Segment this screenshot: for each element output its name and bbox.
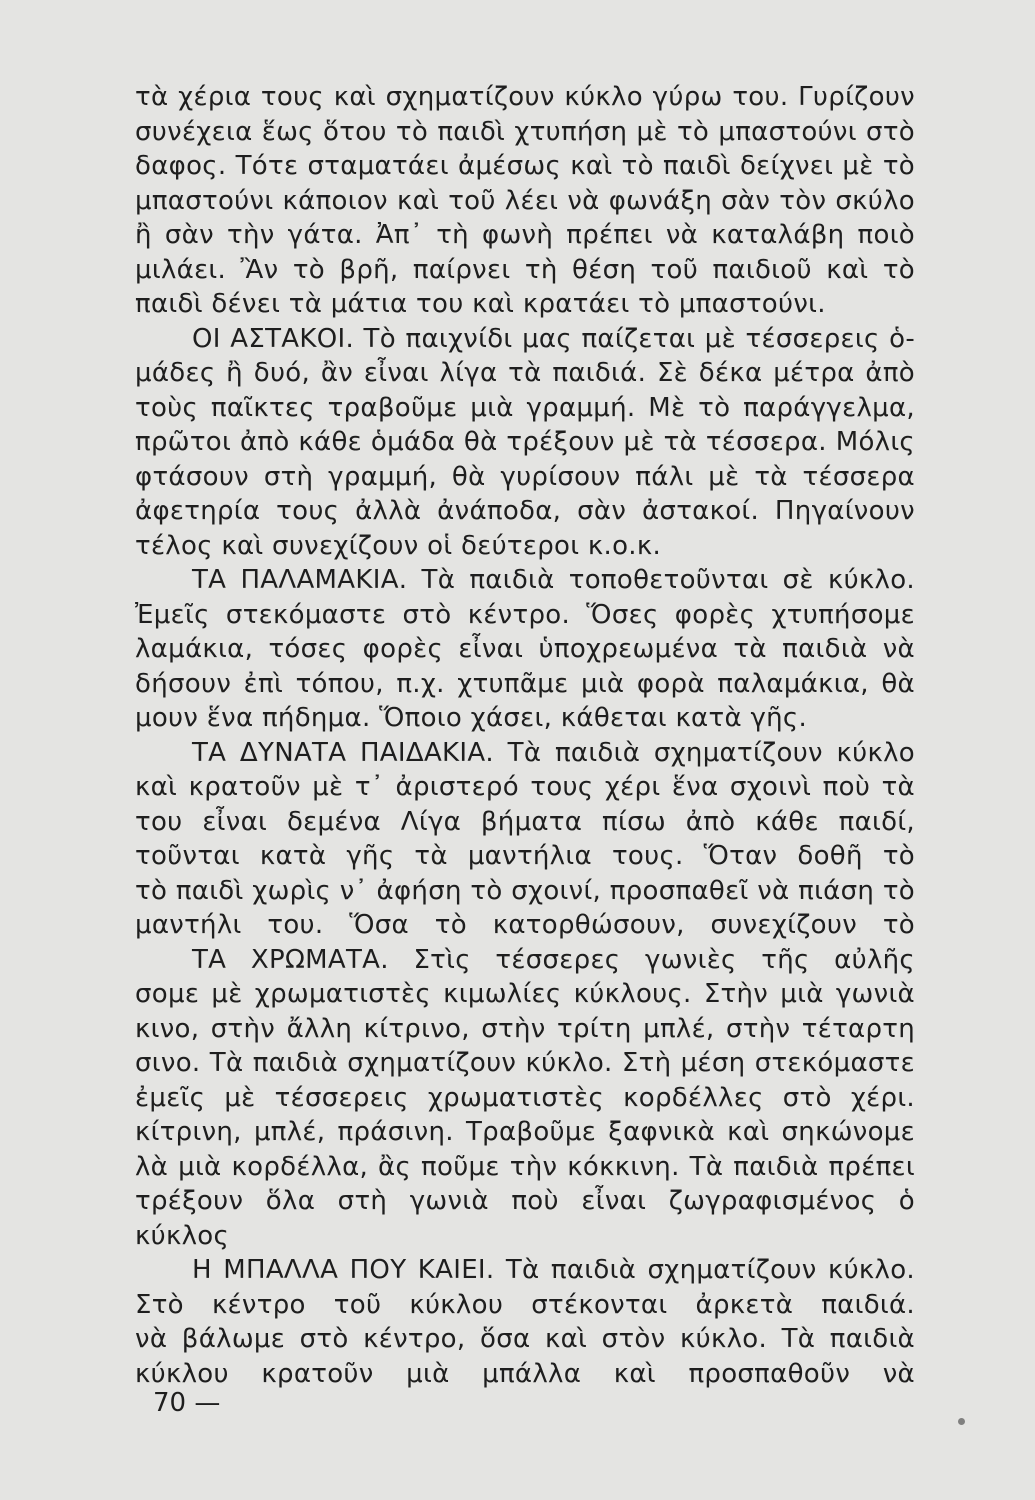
text-line: ἐμεῖς μὲ τέσσερεις χρωματιστὲς κορδέλλες στὸ χέρι. [135, 1082, 915, 1113]
section-heading-line: ΤΑ ΔΥΝΑΤΑ ΠΑΙΔΑΚΙΑ. Τὰ παιδιὰ σχηματίζουν κύκλο [192, 737, 915, 768]
section-heading-line: ΤΑ ΠΑΛΑΜΑΚΙΑ. Τὰ παιδιὰ τοποθετοῦνται σὲ κύκλο. [192, 565, 915, 595]
text-line: τρέξουν ὅλα στὴ γωνιὰ ποὺ εἶναι ζωγραφισμένος ὁ [135, 1186, 915, 1216]
text-line: ἀφετηρία τους ἀλλὰ ἀνάποδα, σὰν ἀστακοί. Πηγαίνουν [135, 496, 915, 526]
text-line: Στὸ κέντρο τοῦ κύκλου στέκονται ἀρκετὰ παιδιά. [135, 1289, 915, 1320]
text-line: καὶ κρατοῦν μὲ τ᾽ ἀριστερό τους χέρι ἕνα σχοινὶ ποὺ τὰ [135, 772, 915, 802]
text-line: κύκλος [135, 1220, 230, 1251]
text-line: παιδὶ δένει τὰ μάτια του καὶ κρατάει τὸ μπαστούνι. [135, 289, 826, 319]
text-line: σινο. Τὰ παιδιὰ σχηματίζουν κύκλο. Στὴ μέση στεκόμαστε [135, 1048, 915, 1078]
text-line: τοὺς παῖκτες τραβοῦμε μιὰ γραμμή. Μὲ τὸ παράγγελμα, [135, 392, 915, 423]
text-line: φτάσουν στὴ γραμμή, θὰ γυρίσουν πάλι μὲ τὰ τέσσερα [135, 461, 915, 492]
section-heading-line: Η ΜΠΑΛΛΑ ΠΟΥ ΚΑΙΕΙ. Τὰ παιδιὰ σχηματίζουν κύκλο. [192, 1255, 915, 1285]
text-line: μάδες ἢ δυό, ἂν εἶναι λίγα τὰ παιδιά. Σὲ δέκα μέτρα ἀπὸ [135, 358, 915, 388]
text-line: συνέχεια ἕως ὅτου τὸ παιδὶ χτυπήση μὲ τὸ μπαστούνι στὸ [135, 116, 915, 147]
text-line: λὰ μιὰ κορδέλλα, ἂς ποῦμε τὴν κόκκινη. Τὰ παιδιὰ πρέπει [135, 1151, 915, 1182]
text-line: μιλάει. Ἂν τὸ βρῆ, παίρνει τὴ θέση τοῦ παιδιοῦ καὶ τὸ [135, 254, 915, 285]
text-line: ἢ σὰν τὴν γάτα. Ἀπ᾽ τὴ φωνὴ πρέπει νὰ καταλάβη ποιὸ [135, 220, 915, 250]
text-line: κινο, στὴν ἄλλη κίτρινο, στὴν τρίτη μπλέ, στὴν τέταρτη [135, 1013, 915, 1044]
text-line: τέλος καὶ συνεχίζουν οἱ δεύτεροι κ.ο.κ. [135, 530, 662, 561]
page-body-text [135, 80, 915, 1391]
text-line: μαντήλι του. Ὅσα τὸ κατορθώσουν, συνεχίζουν τὸ [135, 910, 915, 940]
text-line: μπαστούνι κάποιον καὶ τοῦ λέει νὰ φωνάξη σὰν τὸν σκύλο [135, 185, 915, 216]
text-line: λαμάκια, τόσες φορὲς εἶναι ὑποχρεωμένα τὰ παιδιὰ νὰ [135, 634, 915, 664]
text-line: του εἶναι δεμένα Λίγα βήματα πίσω ἀπὸ κάθε παιδί, [135, 806, 915, 837]
text-line: νὰ βάλωμε στὸ κέντρο, ὅσα καὶ στὸν κύκλο. Τὰ παιδιὰ [135, 1324, 915, 1354]
text-line: τὸ παιδὶ χωρὶς ν᾽ ἀφήση τὸ σχοινί, προσπαθεῖ νὰ πιάση τὸ [135, 875, 915, 906]
text-line: σομε μὲ χρωματιστὲς κιμωλίες κύκλους. Στὴν μιὰ γωνιὰ [135, 979, 915, 1009]
print-speck [958, 1418, 965, 1425]
text-line: τοῦνται κατὰ γῆς τὰ μαντήλια τους. Ὅταν δοθῆ τὸ [135, 841, 915, 871]
text-line: κύκλου κρατοῦν μιὰ μπάλλα καὶ προσπαθοῦν νὰ [135, 1358, 915, 1389]
section-heading-line: ΤΑ ΧΡΩΜΑΤΑ. Στὶς τέσσερες γωνιὲς τῆς αὐλῆς [192, 944, 915, 975]
text-line: δήσουν ἐπὶ τόπου, π.χ. χτυπᾶμε μιὰ φορὰ παλαμάκια, θὰ [135, 668, 915, 699]
text-line: κίτρινη, μπλέ, πράσινη. Τραβοῦμε ξαφνικὰ καὶ σηκώνομε [135, 1117, 915, 1147]
text-line: μουν ἕνα πήδημα. Ὅποιο χάσει, κάθεται κατὰ γῆς. [135, 703, 808, 733]
section-heading-line: ΟΙ ΑΣΤΑΚΟΙ. Τὸ παιχνίδι μας παίζεται μὲ τέσσερεις ὁ- [192, 323, 915, 354]
text-line: Ἐμεῖς στεκόμαστε στὸ κέντρο. Ὅσες φορὲς χτυπήσομε [135, 599, 915, 630]
page-number: 70 — [153, 1388, 221, 1418]
text-line: τὰ χέρια τους καὶ σχηματίζουν κύκλο γύρω του. Γυρίζουν [135, 82, 915, 112]
text-line: δαφος. Τότε σταματάει ἀμέσως καὶ τὸ παιδὶ δείχνει μὲ τὸ [135, 151, 915, 181]
text-line: πρῶτοι ἀπὸ κάθε ὁμάδα θὰ τρέξουν μὲ τὰ τέσσερα. Μόλις [135, 427, 915, 457]
